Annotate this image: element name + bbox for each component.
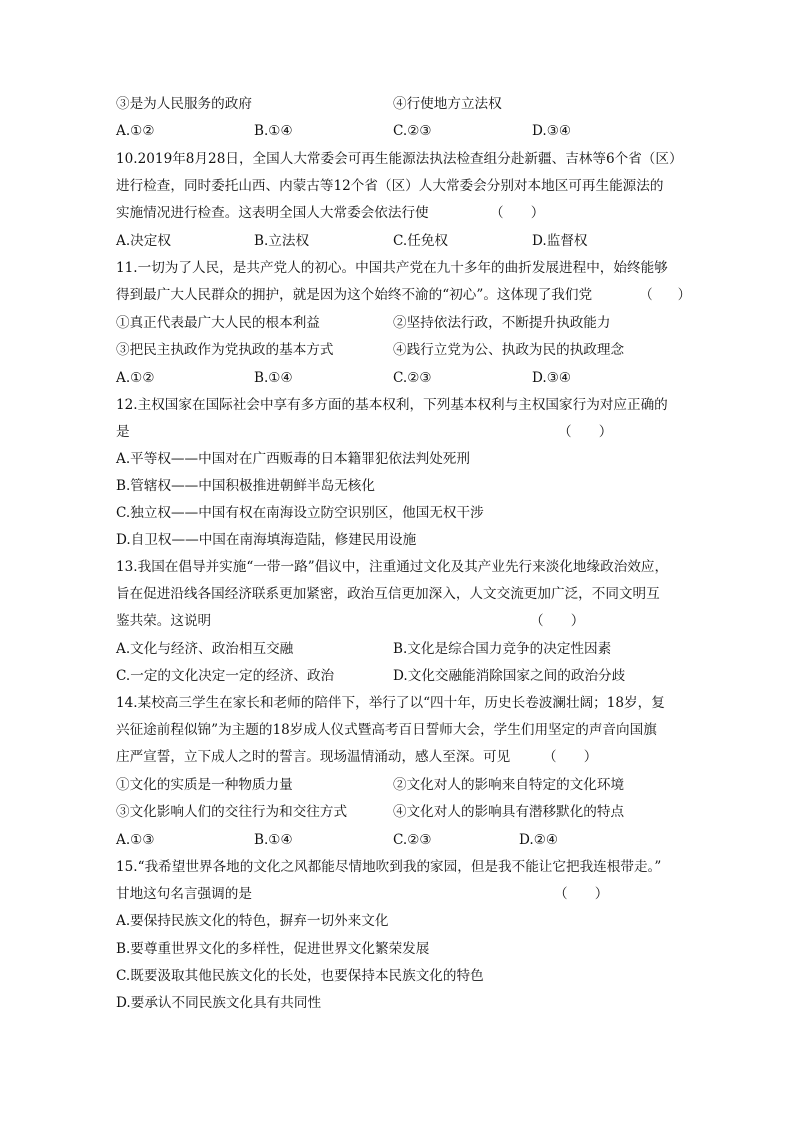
q15-choice-c: C.既要汲取其他民族文化的长处，也要保持本民族文化的特色 (116, 968, 484, 984)
q9-choice-a: A.①② (116, 123, 155, 139)
q11-choice-a: A.①② (116, 370, 155, 386)
q11-option-4: ④践行立党为公、执政为民的执政理念 (393, 342, 625, 358)
q14-stem-line-1: 14.某校高三学生在家长和老师的陪伴下，举行了以“四十年，历史长卷波澜壮阔；18岁，复 (116, 695, 665, 711)
q14-choice-c: C.②③ (393, 832, 432, 848)
q11-choice-b: B.①④ (254, 370, 293, 386)
q12-choice-d: D.自卫权——中国在南海填海造陆，修建民用设施 (116, 532, 417, 548)
q10-stem-line-1: 10.2019年8月28日，全国人大常委会可再生能源法执法检查组分赴新疆、吉林等6个省（区） (116, 151, 683, 167)
q10-choice-c: C.任免权 (393, 233, 449, 249)
q9-choice-b: B.①④ (254, 123, 293, 139)
q13-stem-line-2: 旨在促进沿线各国经济联系更加紧密，政治互信更加深入，人文交流更加广泛，不同文明互 (116, 586, 660, 602)
q14-choice-b: B.①④ (254, 832, 293, 848)
q13-choice-b: B.文化是综合国力竞争的决定性因素 (393, 641, 612, 657)
q9-choice-c: C.②③ (393, 123, 432, 139)
q14-answer-paren: （ ） (543, 749, 598, 765)
q13-answer-paren: （ ） (530, 613, 585, 629)
q10-answer-paren: （ ） (490, 205, 545, 221)
q11-option-3: ③把民主执政作为党执政的基本方式 (116, 342, 334, 358)
q14-option-4: ④文化对人的影响具有潜移默化的特点 (393, 804, 625, 820)
q11-option-1: ①真正代表最广大人民的根本利益 (116, 315, 320, 331)
q14-stem-line-3: 庄严宣誓，立下成人之时的誓言。现场温情涌动，感人至深。可见 (116, 749, 511, 765)
q14-option-3: ③文化影响人们的交往行为和交往方式 (116, 804, 348, 820)
q11-stem-line-1: 11.一切为了人民，是共产党人的初心。中国共产党在九十多年的曲折发展进程中，始终能够 (116, 260, 668, 276)
q15-answer-paren: （ ） (554, 886, 609, 902)
q12-choice-a: A.平等权——中国对在广西贩毒的日本籍罪犯依法判处死刑 (116, 451, 470, 467)
q11-stem-line-2: 得到最广大人民群众的拥护，就是因为这个始终不渝的“初心”。这体现了我们党 (116, 287, 593, 303)
q10-choice-d: D.监督权 (532, 233, 588, 249)
q13-stem-line-3: 鉴共荣。这说明 (116, 613, 212, 629)
q13-choice-d: D.文化交融能消除国家之间的政治分歧 (393, 668, 626, 684)
q10-stem-line-2: 进行检查，同时委托山西、内蒙古等12个省（区）人大常委会分别对本地区可再生能源法的 (116, 178, 664, 194)
q11-choice-d: D.③④ (532, 370, 572, 386)
q14-option-2: ②文化对人的影响来自特定的文化环境 (393, 777, 625, 793)
q14-stem-line-2: 兴征途前程似锦”为主题的18岁成人仪式暨高考百日誓师大会，学生们用坚定的声音向国旗 (116, 722, 657, 738)
q10-choice-b: B.立法权 (254, 233, 310, 249)
q12-choice-b: B.管辖权——中国积极推进朝鲜半岛无核化 (116, 478, 375, 494)
q9-option-3: ③是为人民服务的政府 (116, 96, 252, 112)
q12-stem-line-2: 是 (116, 424, 130, 440)
q13-choice-c: C.一定的文化决定一定的经济、政治 (116, 668, 335, 684)
q13-stem-line-1: 13.我国在倡导并实施“一带一路”倡议中，注重通过文化及其产业先行来淡化地缘政治效应， (116, 559, 669, 575)
q13-choice-a: A.文化与经济、政治相互交融 (116, 641, 294, 657)
q10-choice-a: A.决定权 (116, 233, 171, 249)
q15-choice-b: B.要尊重世界文化的多样性，促进世界文化繁荣发展 (116, 941, 430, 957)
q14-choice-a: A.①③ (116, 832, 155, 848)
q14-option-1: ①文化的实质是一种物质力量 (116, 777, 293, 793)
q11-option-2: ②坚持依法行政，不断提升执政能力 (393, 315, 611, 331)
q12-stem-line-1: 12.主权国家在国际社会中享有多方面的基本权利，下列基本权利与主权国家行为对应正确的 (116, 397, 668, 413)
q12-answer-paren: （ ） (558, 424, 613, 440)
q11-choice-c: C.②③ (393, 370, 432, 386)
q15-stem-line-1: 15.“我希望世界各地的文化之风都能尽情地吹到我的家园，但是我不能让它把我连根带走。” (116, 859, 662, 875)
q10-stem-line-3: 实施情况进行检查。这表明全国人大常委会依法行使 (116, 205, 429, 221)
q9-choice-d: D.③④ (532, 123, 572, 139)
q15-choice-d: D.要承认不同民族文化具有共同性 (116, 995, 322, 1011)
q14-choice-d: D.②④ (519, 832, 559, 848)
q15-stem-line-2: 甘地这句名言强调的是 (116, 886, 252, 902)
q15-choice-a: A.要保持民族文化的特色，摒弃一切外来文化 (116, 913, 389, 929)
q11-answer-paren: （ ） (640, 287, 691, 303)
q9-option-4: ④行使地方立法权 (393, 96, 502, 112)
q12-choice-c: C.独立权——中国有权在南海设立防空识别区，他国无权干涉 (116, 505, 484, 521)
